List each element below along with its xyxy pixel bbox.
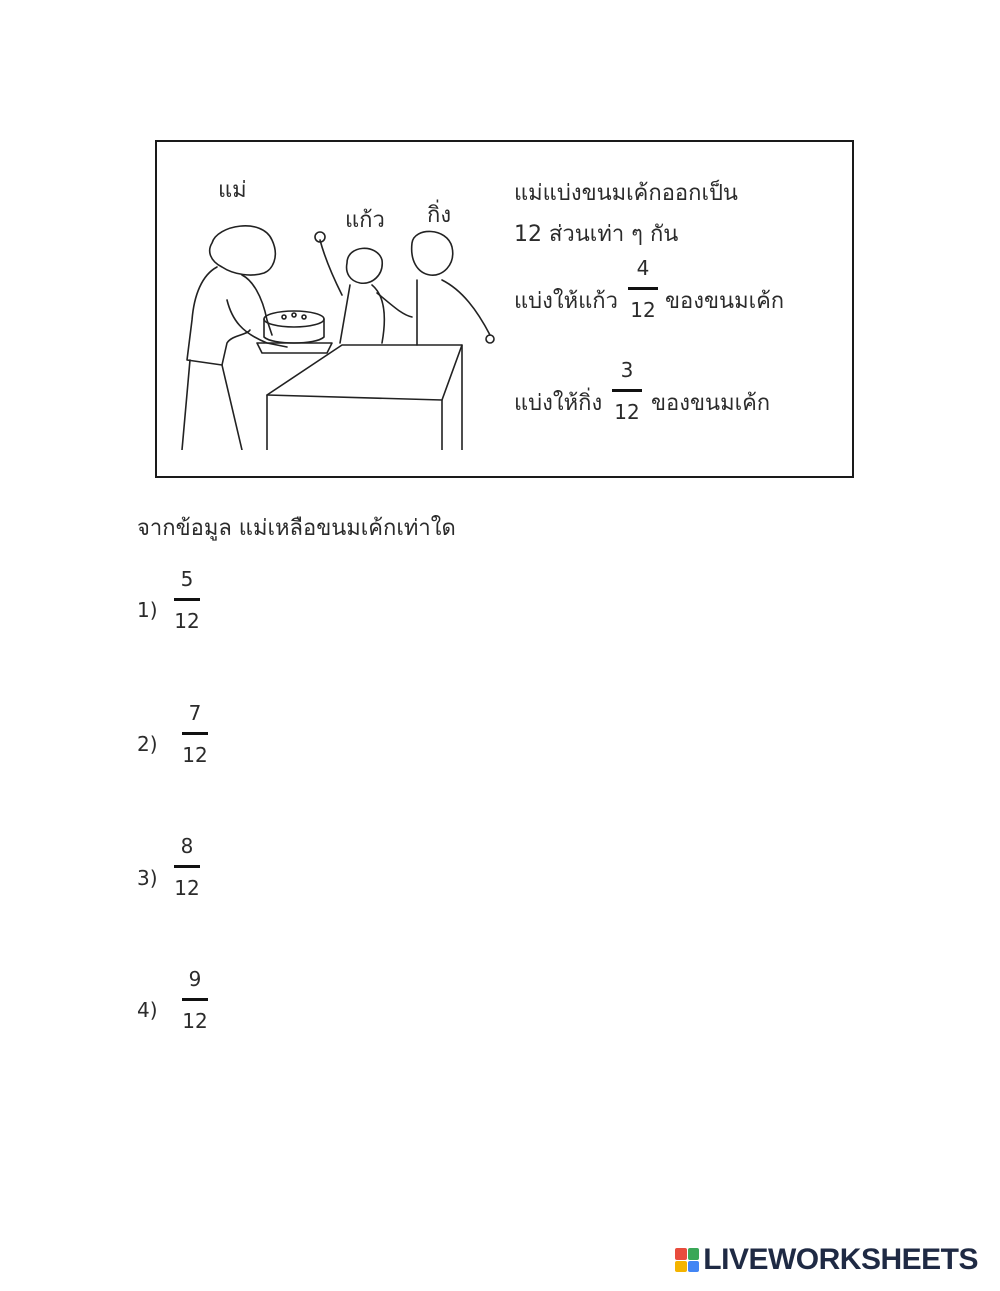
choice-4-fraction[interactable] xyxy=(178,968,212,1032)
choice-1-fraction[interactable] xyxy=(170,568,204,632)
fraction-numerator: 9 xyxy=(188,967,202,991)
brand-text: LIVEWORKSHEETS xyxy=(703,1243,978,1276)
choice-4-label: 4) xyxy=(137,998,158,1022)
logo-tile xyxy=(675,1248,687,1260)
fraction-numerator: 5 xyxy=(180,567,194,591)
label-mom: แม่ xyxy=(218,178,247,203)
story-line-1: แม่แบ่งขนมเค้กออกเป็น xyxy=(514,181,738,206)
story-line-3-suffix: ของขนมเค้ก xyxy=(665,289,785,314)
fraction-bar xyxy=(174,865,200,868)
fraction-numerator: 3 xyxy=(620,358,634,382)
story-line-3-prefix: แบ่งให้แก้ว xyxy=(514,289,618,314)
fraction-denominator: 12 xyxy=(182,743,208,767)
family-cake-illustration xyxy=(172,225,502,450)
mother-head xyxy=(210,226,276,275)
fraction-bar xyxy=(182,732,208,735)
logo-tile xyxy=(675,1261,687,1273)
fraction-numerator: 7 xyxy=(188,701,202,725)
fraction-bar xyxy=(628,287,658,290)
fraction-king xyxy=(610,359,644,423)
fraction-bar xyxy=(182,998,208,1001)
story-line-4-prefix: แบ่งให้กิ่ง xyxy=(514,391,603,416)
liveworksheets-logo-icon xyxy=(675,1248,699,1272)
label-kaew: แก้ว xyxy=(345,208,385,233)
fraction-bar xyxy=(612,389,642,392)
fraction-denominator: 12 xyxy=(174,609,200,633)
choice-2-label: 2) xyxy=(137,732,158,756)
choice-3-label: 3) xyxy=(137,866,158,890)
question-text: จากข้อมูล แม่เหลือขนมเค้กเท่าใด xyxy=(137,516,456,541)
fraction-denominator: 12 xyxy=(630,298,656,322)
fraction-kaew xyxy=(626,257,660,321)
story-line-2: 12 ส่วนเท่า ๆ กัน xyxy=(514,222,679,247)
cake-plate xyxy=(257,343,332,353)
fraction-numerator: 4 xyxy=(636,256,650,280)
fraction-denominator: 12 xyxy=(174,876,200,900)
choice-1-label: 1) xyxy=(137,598,158,622)
story-line-4-suffix: ของขนมเค้ก xyxy=(651,391,771,416)
mother-body xyxy=(187,267,250,365)
fraction-numerator: 8 xyxy=(180,834,194,858)
choice-3-fraction[interactable] xyxy=(170,835,204,899)
fraction-denominator: 12 xyxy=(182,1009,208,1033)
fraction-bar xyxy=(174,598,200,601)
logo-tile xyxy=(688,1261,700,1273)
logo-tile xyxy=(688,1248,700,1260)
liveworksheets-brand xyxy=(675,1243,978,1277)
king-head xyxy=(412,231,453,275)
fraction-denominator: 12 xyxy=(614,400,640,424)
label-king: กิ่ง xyxy=(427,203,452,228)
choice-2-fraction[interactable] xyxy=(178,702,212,766)
kaew-head xyxy=(347,248,383,283)
